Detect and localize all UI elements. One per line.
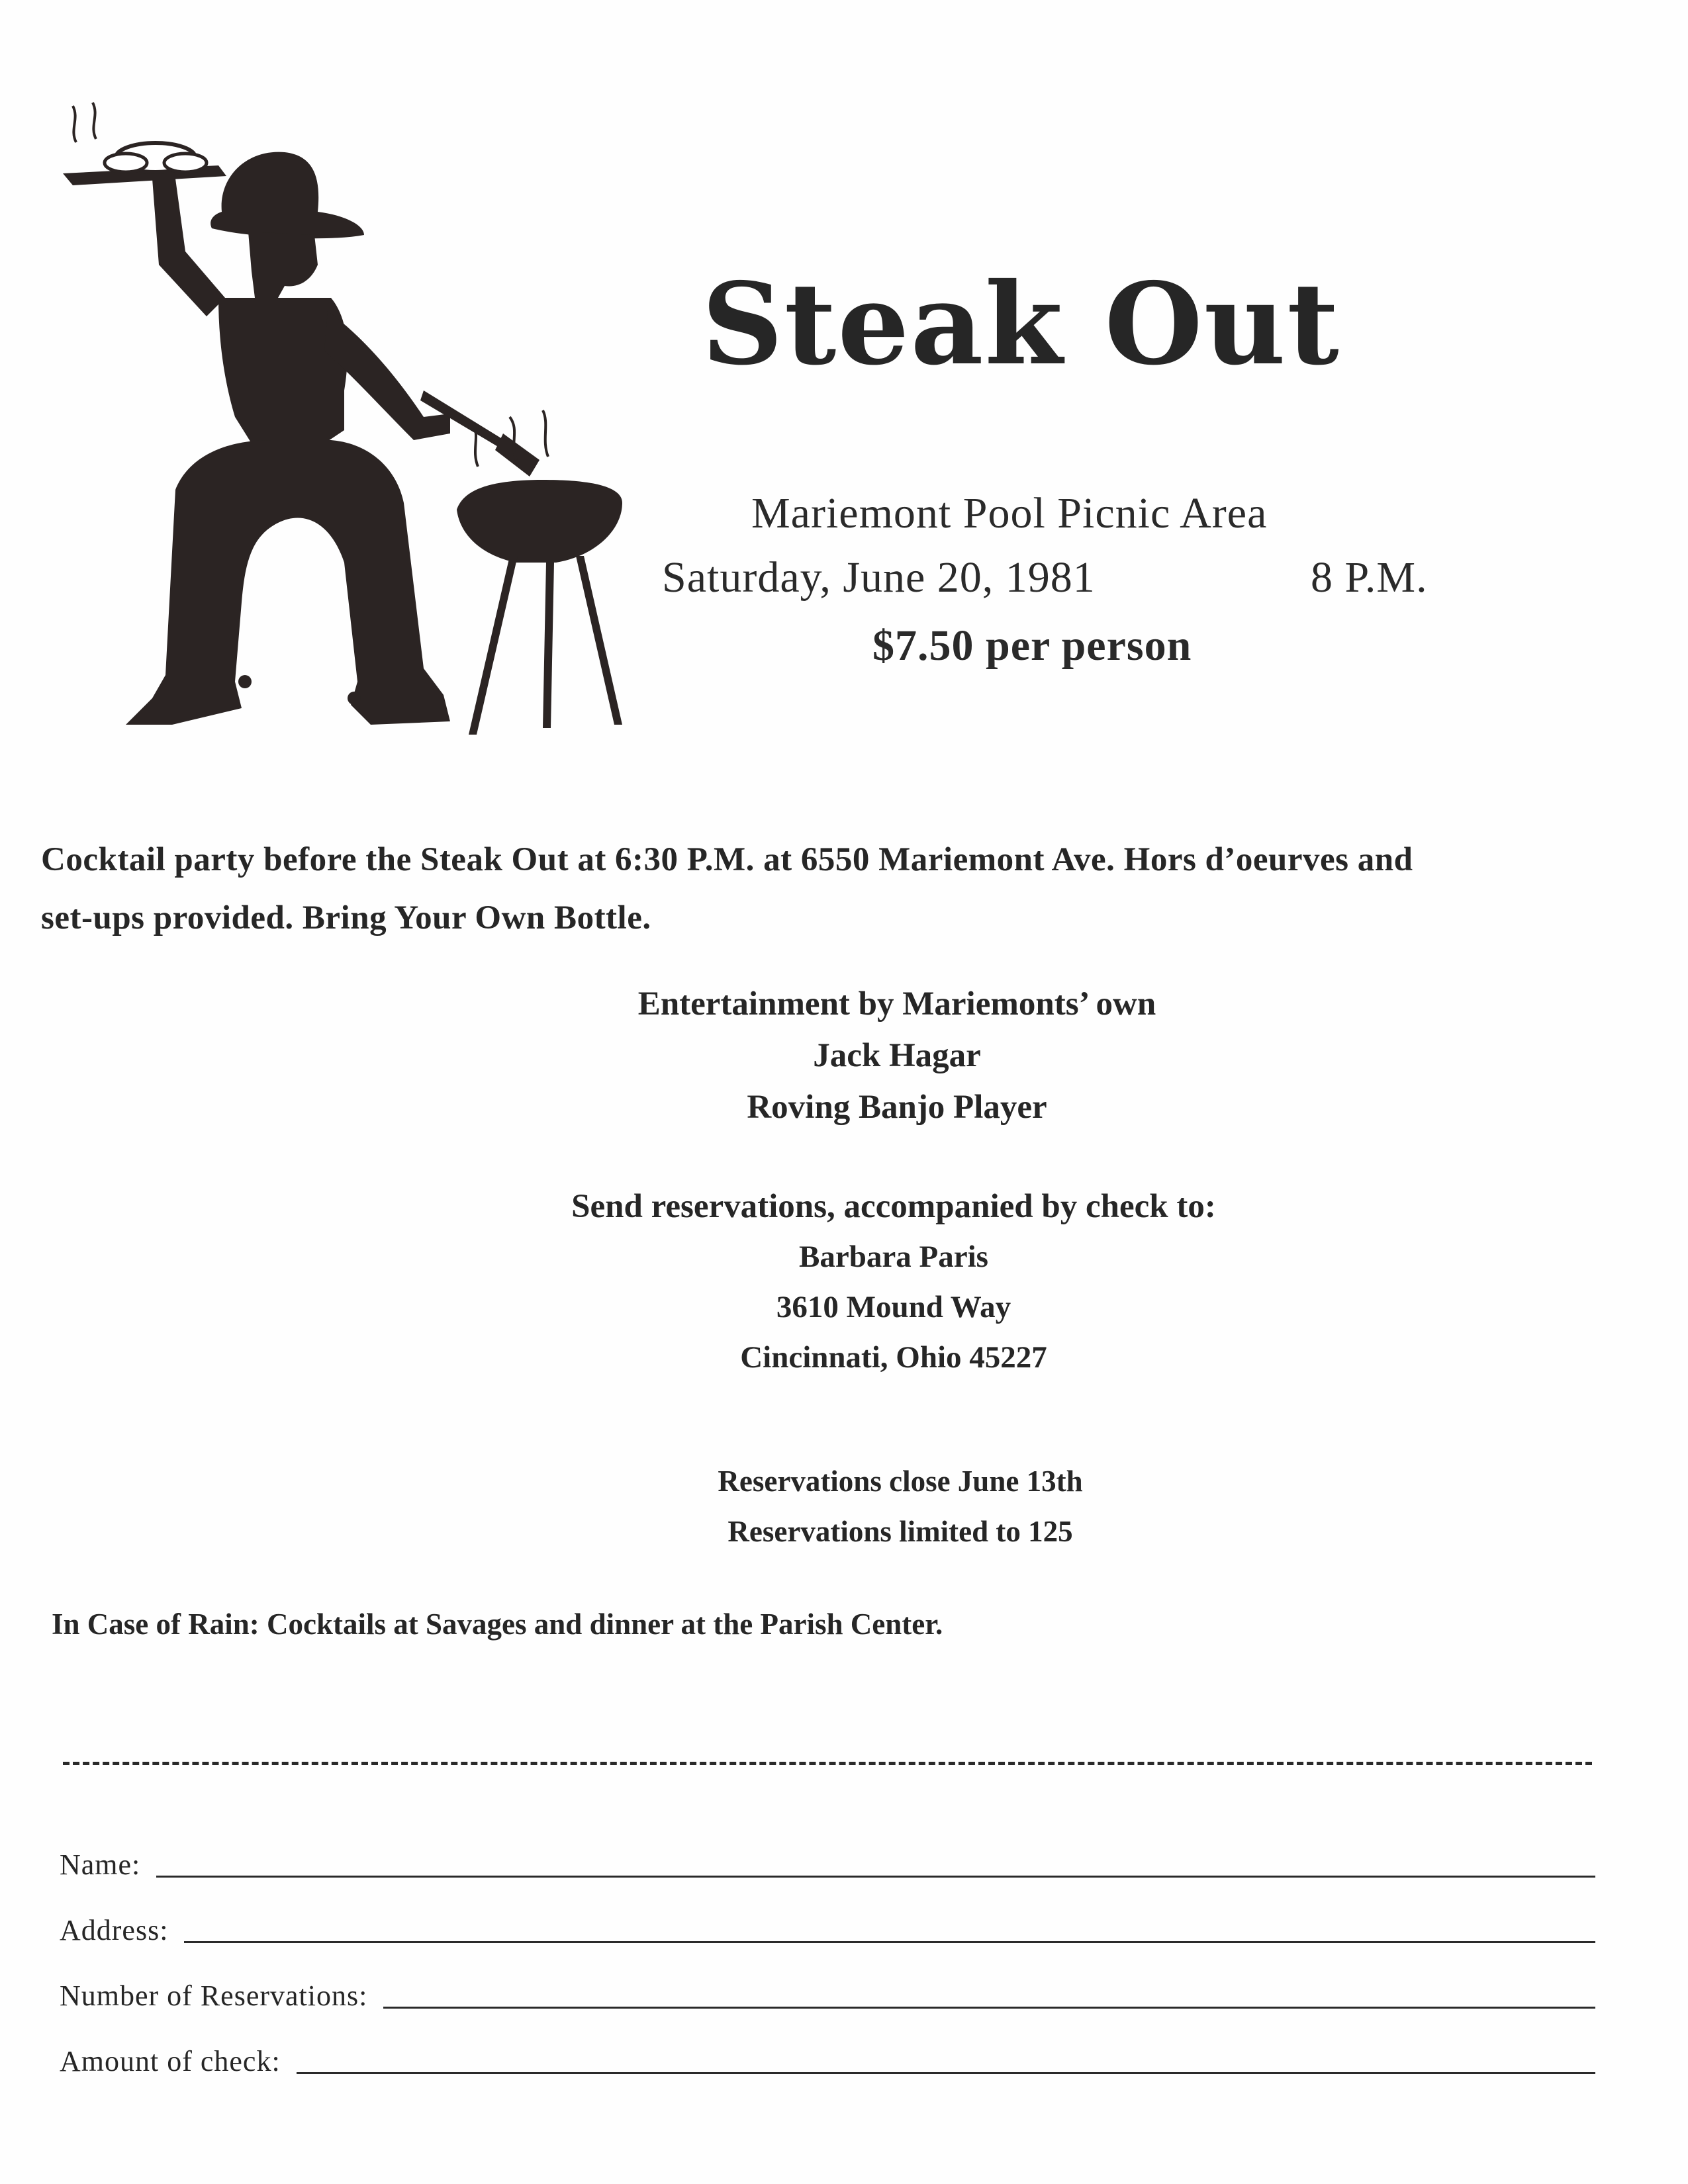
reservation-count-blank-line[interactable] <box>383 2007 1595 2009</box>
performer-role: Roving Banjo Player <box>747 1089 1047 1126</box>
event-price: $7.50 per person <box>872 621 1192 670</box>
cocktail-line-2: set-ups provided. Bring Your Own Bottle. <box>41 899 651 936</box>
name-field[interactable] <box>60 1842 1595 1882</box>
reservation-address-block <box>0 1181 1688 1383</box>
entertainment-line: Entertainment by Mariemonts’ own <box>637 985 1156 1023</box>
event-venue: Mariemont Pool Picnic Area <box>751 489 1268 537</box>
address-label: Address: <box>60 1914 169 1946</box>
reservation-count-field[interactable] <box>60 1973 1595 2013</box>
reservation-notes <box>0 1456 1688 1557</box>
name-blank-line[interactable] <box>156 1876 1595 1878</box>
cowboy-grilling-illustration <box>53 99 635 748</box>
event-time: 8 P.M. <box>1311 553 1428 602</box>
cocktail-paragraph <box>41 831 1617 947</box>
event-date: Saturday, June 20, 1981 <box>662 553 1096 602</box>
recipient-city: Cincinnati, Ohio 45227 <box>740 1340 1047 1375</box>
cut-line-divider <box>63 1762 1592 1765</box>
reservation-limit: Reservations limited to 125 <box>727 1515 1073 1548</box>
performer-name: Jack Hagar <box>813 1037 981 1074</box>
check-amount-label: Amount of check: <box>60 2045 281 2077</box>
entertainment-block <box>0 978 1688 1133</box>
reservation-count-label: Number of Reservations: <box>60 1979 368 2012</box>
cocktail-line-1: Cocktail party before the Steak Out at 6:30 P.M. at 6550 Mariemont Ave. Hors d’oeurves and <box>41 841 1413 878</box>
recipient-street: 3610 Mound Way <box>776 1290 1011 1324</box>
address-blank-line[interactable] <box>184 1941 1595 1943</box>
rain-notice: In Case of Rain: Cocktails at Savages and dinner at the Parish Center. <box>52 1608 943 1641</box>
event-title: Steak Out <box>702 258 1340 390</box>
check-amount-blank-line[interactable] <box>297 2072 1595 2074</box>
recipient-name: Barbara Paris <box>799 1240 988 1274</box>
reservation-heading: Send reservations, accompanied by check to: <box>571 1188 1216 1225</box>
name-label: Name: <box>60 1848 141 1881</box>
check-amount-field[interactable] <box>60 2038 1595 2078</box>
reservation-close: Reservations close June 13th <box>718 1465 1083 1498</box>
address-field[interactable] <box>60 1907 1595 1947</box>
